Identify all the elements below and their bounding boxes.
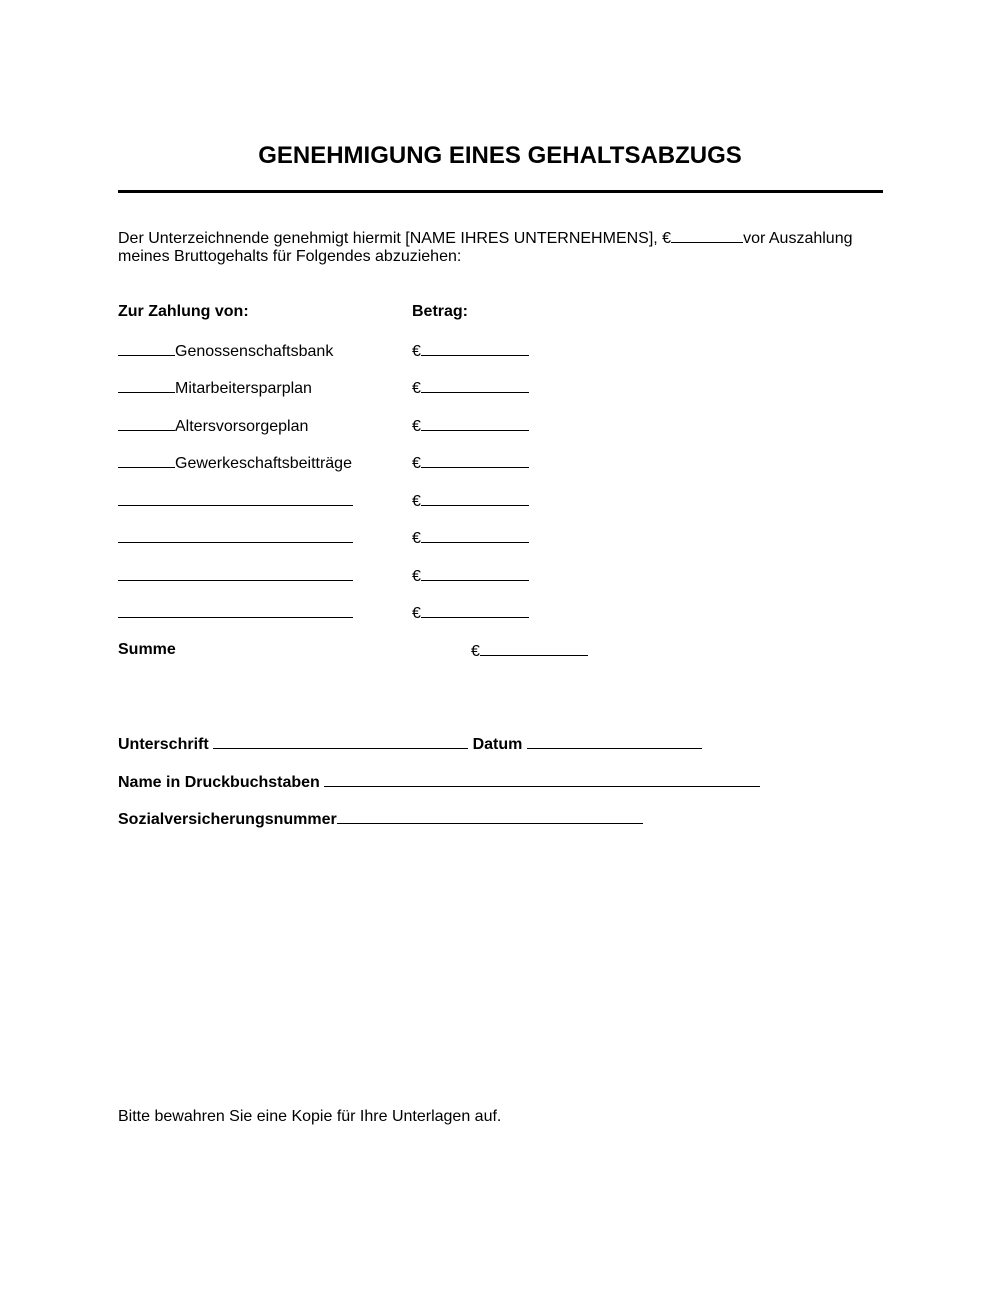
signature-field[interactable] [213, 734, 468, 749]
amount-row-8 [412, 603, 529, 623]
custom-payee-field[interactable] [118, 491, 353, 506]
deduction-row-altersvorsorgeplan [118, 416, 308, 436]
deduction-row-gewerkschaftsbeitraege [118, 453, 352, 473]
deduction-amount-field[interactable] [671, 228, 743, 243]
custom-deduction-row-2 [118, 528, 353, 548]
signature-label: Unterschrift [118, 736, 209, 753]
intro-text-2: vor Auszahlung [743, 230, 853, 247]
checkbox-line[interactable] [118, 453, 175, 468]
euro-symbol: € [412, 530, 421, 547]
ssn-label: Sozialversicherungsnummer [118, 811, 337, 828]
amount-field[interactable] [421, 453, 529, 468]
document-title: GENEHMIGUNG EINES GEHALTSABZUGS [258, 142, 742, 169]
printed-name-line [118, 772, 760, 792]
deduction-label: Genossenschaftsbank [175, 343, 334, 360]
custom-deduction-row-1 [118, 491, 353, 511]
deduction-label: Altersvorsorgeplan [175, 418, 309, 435]
printed-name-field[interactable] [324, 772, 760, 787]
total-amount [471, 641, 588, 661]
amount-field[interactable] [421, 603, 529, 618]
euro-symbol: € [471, 643, 480, 660]
euro-symbol: € [412, 455, 421, 472]
checkbox-line[interactable] [118, 416, 175, 431]
deduction-row-genossenschaftsbank [118, 341, 333, 361]
amount-header: Betrag: [412, 303, 469, 320]
total-label: Summe [118, 641, 176, 658]
intro-text-1: Der Unterzeichnende genehmigt hiermit [NAME IHRES UNTERNEHMENS], € [118, 230, 672, 247]
amount-field[interactable] [421, 528, 529, 543]
custom-deduction-row-4 [118, 603, 353, 623]
euro-symbol: € [412, 605, 421, 622]
amount-row-5 [412, 491, 529, 511]
amount-field[interactable] [421, 341, 529, 356]
date-label: Datum [472, 736, 523, 753]
custom-payee-field[interactable] [118, 566, 353, 581]
euro-symbol: € [412, 380, 421, 397]
amount-row-4 [412, 453, 529, 473]
amount-row-3 [412, 416, 529, 436]
amount-field[interactable] [421, 491, 529, 506]
date-field[interactable] [527, 734, 702, 749]
intro-line-1 [118, 228, 852, 248]
total-amount-field[interactable] [480, 641, 588, 656]
amount-field[interactable] [421, 566, 529, 581]
euro-symbol: € [412, 343, 421, 360]
checkbox-line[interactable] [118, 341, 175, 356]
amount-field[interactable] [421, 378, 529, 393]
custom-payee-field[interactable] [118, 603, 353, 618]
amount-row-2 [412, 378, 529, 398]
deduction-label: Mitarbeitersparplan [175, 380, 312, 397]
euro-symbol: € [412, 568, 421, 585]
intro-paragraph [118, 228, 852, 266]
custom-payee-field[interactable] [118, 528, 353, 543]
amount-field[interactable] [421, 416, 529, 431]
intro-line-2: meines Bruttogehalts für Folgendes abzuziehen: [118, 248, 462, 265]
deduction-label: Gewerkeschaftsbeitträge [175, 455, 352, 472]
signature-line [118, 734, 702, 754]
euro-symbol: € [412, 493, 421, 510]
custom-deduction-row-3 [118, 566, 353, 586]
euro-symbol: € [412, 418, 421, 435]
checkbox-line[interactable] [118, 378, 175, 393]
deduction-row-mitarbeitersparplan [118, 378, 312, 398]
amount-row-7 [412, 566, 529, 586]
ssn-line [118, 809, 643, 829]
payee-header: Zur Zahlung von: [118, 303, 249, 320]
title-divider [118, 190, 883, 193]
ssn-field[interactable] [337, 809, 643, 824]
printed-name-label: Name in Druckbuchstaben [118, 774, 320, 791]
footer-note: Bitte bewahren Sie eine Kopie für Ihre Unterlagen auf. [118, 1108, 502, 1125]
amount-row-6 [412, 528, 529, 548]
amount-row-1 [412, 341, 529, 361]
